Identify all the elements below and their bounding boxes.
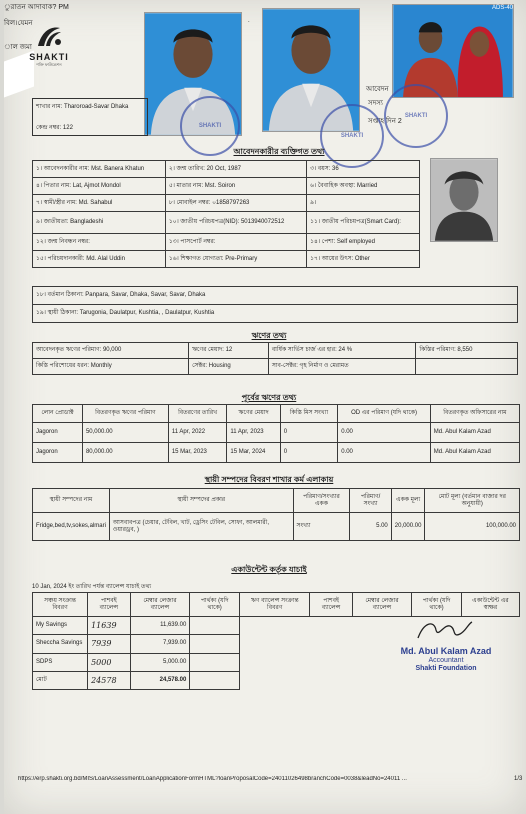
applicant-field: ১৬। শিক্ষাগত যোগ্যতা: Pre-Primary (165, 251, 306, 268)
table-cell: 15 Mar, 2023 (168, 443, 227, 463)
seal-stamp: SHAKTI (320, 104, 384, 168)
applicant-row (33, 234, 420, 251)
applicant-field: ১০। জাতীয় পরিচয়পত্র(NID): 5013940072512 (165, 212, 306, 234)
table-cell: 100,000.00 (425, 513, 520, 541)
right-label-1: আবেদন (366, 86, 389, 93)
table-cell: 0.00 (338, 443, 431, 463)
loan-info-field: আবেদনকৃত ঋণের পরিমাণ: 90,000 (33, 343, 189, 359)
column-header: কিস্তি মিস সংখ্যা (280, 405, 337, 423)
photo-id-tag: ADS-40 (492, 5, 514, 11)
ledger-balance: 11,639.00 (130, 617, 190, 635)
column-header: লোন প্রোডাক্ট (33, 405, 83, 423)
applicant-field: ১২। জন্ম নিবন্ধন নম্বর: (33, 234, 166, 251)
column-header: পরিমাণ/ সংখ্যা (350, 489, 391, 513)
ledger-balance: 7,939.00 (130, 635, 190, 653)
table-row (33, 513, 520, 541)
applicant-field: ১। আবেদনকারীর নাম: Mst. Banera Khatun (33, 161, 166, 178)
table-cell: 50,000.00 (82, 423, 168, 443)
document-page (4, 0, 526, 814)
column-header: পার্থক্য (যদি থাকে) (412, 593, 462, 617)
column-header: বিতরণকৃত অফিসারের নাম (430, 405, 519, 423)
column-header: মেম্বার লেজার ব্যালেন্স (352, 593, 411, 617)
loan-info-field: ঋণের মেয়াদ: 12 (189, 343, 269, 359)
applicant-row (33, 178, 420, 195)
column-header: স্থায়ী সম্পদের প্রকার (109, 489, 293, 513)
applicant-field: ৭। স্বামী/স্ত্রীর নাম: Md. Sahabul (33, 195, 166, 212)
permanent-address: ১৯। স্থায়ী ঠিকানা: Tarugonia, Daulatpur, Kushtia, , Daulatpur, Kushtia (33, 305, 518, 323)
loan-info-field: সেক্টর: Housing (189, 359, 269, 375)
total-value: 24,578.00 (130, 671, 190, 689)
table-cell: Jagoron (33, 443, 83, 463)
table-row (33, 423, 520, 443)
applicant-field: ১৪। পেশা: Self employed (307, 234, 420, 251)
loan-info-row (33, 359, 518, 375)
loan-info-table (32, 342, 518, 375)
savings-type: Sheccha Savings (33, 635, 88, 653)
savings-type: My Savings (33, 617, 88, 635)
handwritten-total: 24578 (88, 671, 131, 689)
column-header: ঋণের মেয়াদ (227, 405, 280, 423)
logo-text: SHAKTI (29, 52, 69, 62)
page-url: https://erp.shakti.org.bd/MIS/LoanAssessment/LoanApplicationFormHTML?loanProposalCode=24011026498branchCode=0038&leadNo=24011 ... (18, 776, 407, 782)
shakti-logo (26, 24, 72, 78)
seal-stamp: SHAKTI (180, 96, 240, 156)
table-cell: Md. Abul Kalam Azad (430, 443, 519, 463)
total-label: মোট (33, 671, 88, 689)
table-cell: 0.00 (338, 423, 431, 443)
savings-type: SDPS (33, 653, 88, 671)
table-cell: 11 Apr, 2022 (168, 423, 227, 443)
table-cell: 80,000.00 (82, 443, 168, 463)
handwritten-passbook-balance: 7939 (88, 635, 131, 653)
applicant-field: ৪। পিতার নাম: Lat, Ajmot Mondol (33, 178, 166, 195)
verification-title: একাউন্টেন্ট কর্তৃক যাচাই (231, 565, 307, 574)
loan-info-field: কিস্তি পরিশোধের ধরন: Monthly (33, 359, 189, 375)
balance-date-line: 10 Jan, 2024 ইং তারিখ পর্যন্ত ব্যালেন্স যাচাই তথ্য (32, 584, 152, 590)
center-number: কেন্দ্র নম্বর: 122 (36, 125, 73, 131)
applicant-row (33, 195, 420, 212)
assets-title: স্থায়ী সম্পদের বিবরণ শাখার কর্ম এলাকায় (204, 475, 334, 484)
column-header: বিতরণকৃত ঋণের পরিমাণ (82, 405, 168, 423)
column-header: মোট মূল্য (বর্তমান বাজার দর অনুযায়ী) (425, 489, 520, 513)
column-header: পাশবই ব্যালেন্স (310, 593, 352, 617)
present-address: ১৮। বর্তমান ঠিকানা: Panpara, Savar, Dhaka, Savar, Savar, Dhaka (33, 287, 518, 305)
handwritten-passbook-balance: 5000 (88, 653, 131, 671)
applicant-field: ৯। জাতীয়তা: Bangladeshi (33, 212, 166, 234)
table-cell: Fridge,bed,tv,sokes,almari (33, 513, 110, 541)
loan-info-title: ঋণের তথ্য (251, 331, 287, 340)
difference-cell (190, 635, 240, 653)
address-table (32, 286, 518, 323)
table-cell: 20,000.00 (391, 513, 425, 541)
header-fragment-2: বিল।যেমন (4, 20, 33, 27)
header-fragment-1: ুরাতন আদাবাক? PM (4, 4, 69, 11)
signer-title: Accountant (428, 657, 464, 664)
logo-mark-icon (34, 24, 64, 50)
handwritten-passbook-balance: 11639 (88, 617, 131, 635)
applicant-field: ১৫। পরিচয়দানকারী: Md. Alal Uddin (33, 251, 166, 268)
right-label-2: সদস্য (368, 100, 383, 107)
loan-info-field: সাব-সেক্টর: গৃহ নির্মাণ ও মেরামত (268, 359, 416, 375)
difference-cell (190, 653, 240, 671)
assets-table (32, 488, 520, 541)
column-header: স্থায়ী সম্পদের নাম (33, 489, 110, 513)
applicant-section-title: আবেদনকারীর ব্যক্তিগত তথ্য (233, 147, 325, 156)
page-number: 1/3 (514, 776, 523, 782)
difference-cell (190, 671, 240, 689)
table-cell: Jagoron (33, 423, 83, 443)
previous-loans-table (32, 404, 520, 463)
accountant-signature (414, 616, 474, 644)
signer-name: Md. Abul Kalam Azad (400, 646, 492, 656)
signer-org: Shakti Foundation (415, 665, 477, 672)
applicant-field: ১১। জাতীয় পরিচয়পত্র(Smart Card): (307, 212, 420, 234)
table-cell: 0 (280, 423, 337, 443)
table-cell: 0 (280, 443, 337, 463)
loan-info-field (416, 359, 518, 375)
applicant-row (33, 161, 420, 178)
form-fragment: . (248, 18, 250, 24)
header-fragment-3: াল জমা (4, 44, 32, 51)
table-cell: আসবাবপত্র (চেয়ার, টেবিল, খাট, ড্রেসিং টেবিল, সোফা, আলমারী, ওয়ারড্রব, ) (109, 513, 293, 541)
loan-info-field: কিস্তির পরিমাণ: 8,550 (416, 343, 518, 359)
applicant-table (32, 160, 420, 268)
column-header: পরিমাণ/সংখ্যার একক (293, 489, 350, 513)
applicant-field: ৩। বয়স: 36 (307, 161, 420, 178)
seal-stamp: SHAKTI (384, 84, 448, 148)
column-header: পাশবই ব্যালেন্স (88, 593, 131, 617)
column-header: পার্থক্য (যদি থাকে) (190, 593, 240, 617)
table-cell: 5.00 (350, 513, 391, 541)
right-label-3: সপ্তাহ দিন 2 (368, 118, 402, 125)
applicant-field: ১৭। আয়ের উৎস: Other (307, 251, 420, 268)
table-cell: সংখ্যা (293, 513, 350, 541)
ledger-balance: 5,000.00 (130, 653, 190, 671)
logo-tagline: শক্তি ফাউন্ডেশন (36, 62, 62, 67)
previous-loans-title: পূর্বের ঋণের তথ্য (241, 393, 297, 402)
column-header: OD এর পরিমাণ (যদি থাকে) (338, 405, 431, 423)
table-cell: Md. Abul Kalam Azad (430, 423, 519, 443)
column-header: ঋণ ব্যালেন্স সংক্রান্ত বিবরণ (240, 593, 310, 617)
column-header: একাউন্টেন্ট এর স্বাক্ষর (461, 593, 519, 617)
loan-info-field: বার্ষিক সার্ভিস চার্জ এর হার: 24 % (268, 343, 416, 359)
table-cell: 15 Mar, 2024 (227, 443, 280, 463)
column-header: বিতরণের তারিখ (168, 405, 227, 423)
applicant-field: ৯। (307, 195, 420, 212)
applicant-field: ৮। মোবাইল নম্বর: ০1858797263 (165, 195, 306, 212)
applicant-field: ১৩। পাসপোর্ট নম্বর: (165, 234, 306, 251)
applicant-field: ২। জন্ম তারিখ: 20 Oct, 1987 (165, 161, 306, 178)
applicant-row (33, 212, 420, 234)
applicant-field: ৫। মাতার নাম: Mst. Soiron (165, 178, 306, 195)
difference-cell (190, 617, 240, 635)
table-cell: 11 Apr, 2023 (227, 423, 280, 443)
applicant-field: ৬। বৈবাহিক অবস্থা: Married (307, 178, 420, 195)
column-header: একক মূল্য (391, 489, 425, 513)
column-header: মেম্বার লেজার ব্যালেন্স (130, 593, 190, 617)
signer-block (382, 646, 510, 673)
table-row (33, 443, 520, 463)
column-header: সঞ্চয় সংক্রান্ত বিবরণ (33, 593, 88, 617)
applicant-id-photo (430, 158, 498, 242)
branch-name: শাখার নাম: Tharoroad-Savar Dhaka (36, 104, 129, 110)
applicant-row (33, 251, 420, 268)
loan-info-row (33, 343, 518, 359)
